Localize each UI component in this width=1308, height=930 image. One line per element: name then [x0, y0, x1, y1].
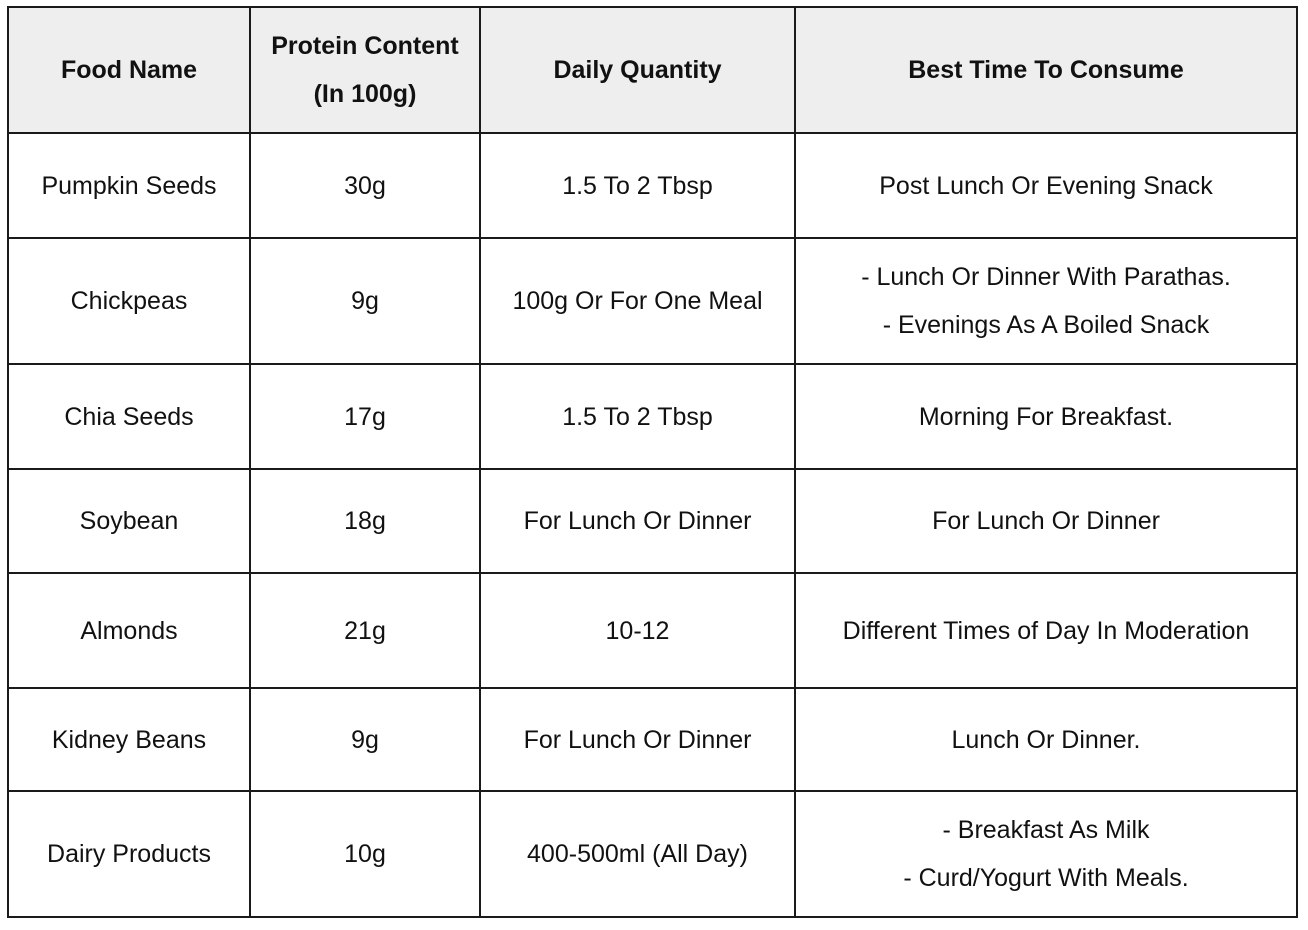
protein-foods-table	[7, 6, 1298, 918]
cell-protein: 9g	[250, 688, 480, 791]
table-row	[8, 364, 1297, 469]
cell-protein: 10g	[250, 791, 480, 917]
header-protein-content: Protein Content (In 100g)	[250, 7, 480, 133]
cell-time: - Breakfast As Milk - Curd/Yogurt With Meals.	[795, 791, 1297, 917]
header-daily-quantity: Daily Quantity	[480, 7, 795, 133]
table-row	[8, 133, 1297, 238]
table-row	[8, 469, 1297, 573]
cell-protein: 21g	[250, 573, 480, 688]
cell-protein: 17g	[250, 364, 480, 469]
cell-food: Almonds	[8, 573, 250, 688]
cell-protein: 9g	[250, 238, 480, 364]
table-row	[8, 688, 1297, 791]
cell-time: Morning For Breakfast.	[795, 364, 1297, 469]
table-row	[8, 791, 1297, 917]
table-row	[8, 573, 1297, 688]
cell-quantity: For Lunch Or Dinner	[480, 469, 795, 573]
cell-food: Chickpeas	[8, 238, 250, 364]
header-food-name: Food Name	[8, 7, 250, 133]
cell-food: Chia Seeds	[8, 364, 250, 469]
cell-quantity: 10-12	[480, 573, 795, 688]
cell-time: - Lunch Or Dinner With Parathas. - Evenings As A Boiled Snack	[795, 238, 1297, 364]
cell-quantity: 400-500ml (All Day)	[480, 791, 795, 917]
cell-quantity: For Lunch Or Dinner	[480, 688, 795, 791]
table-row	[8, 238, 1297, 364]
cell-food: Kidney Beans	[8, 688, 250, 791]
cell-food: Soybean	[8, 469, 250, 573]
cell-time: Lunch Or Dinner.	[795, 688, 1297, 791]
cell-quantity: 1.5 To 2 Tbsp	[480, 133, 795, 238]
cell-protein: 18g	[250, 469, 480, 573]
cell-time: For Lunch Or Dinner	[795, 469, 1297, 573]
header-best-time: Best Time To Consume	[795, 7, 1297, 133]
cell-time: Different Times of Day In Moderation	[795, 573, 1297, 688]
cell-time: Post Lunch Or Evening Snack	[795, 133, 1297, 238]
cell-quantity: 100g Or For One Meal	[480, 238, 795, 364]
cell-quantity: 1.5 To 2 Tbsp	[480, 364, 795, 469]
cell-food: Dairy Products	[8, 791, 250, 917]
cell-food: Pumpkin Seeds	[8, 133, 250, 238]
cell-protein: 30g	[250, 133, 480, 238]
table-header-row	[8, 7, 1297, 133]
